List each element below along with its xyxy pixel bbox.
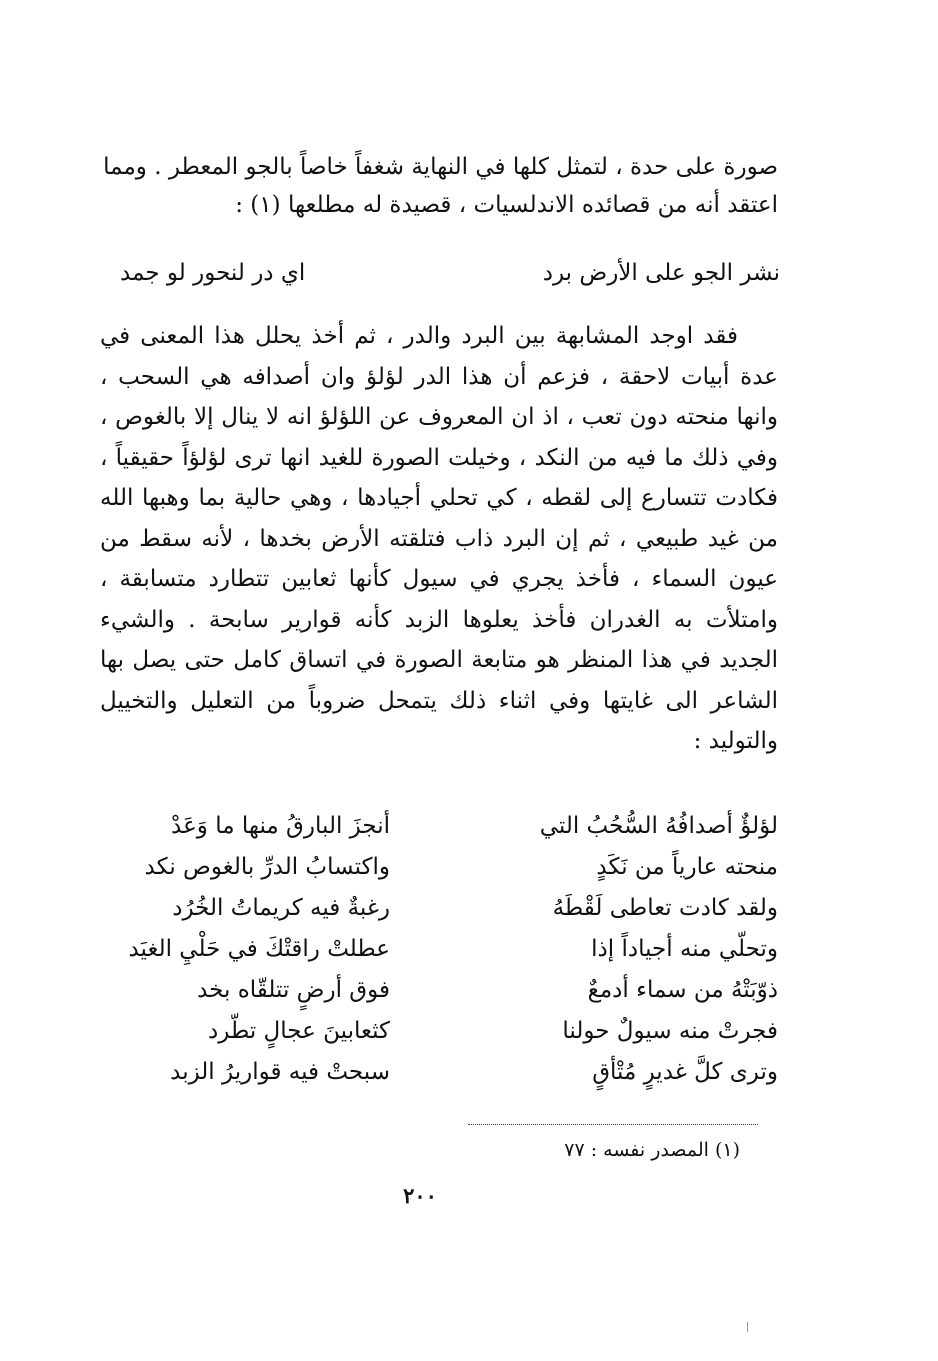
poem-first-hemistich: منحته عارياً من نَكَدٍ [596,854,778,880]
poem-first-hemistich: وتحلّي منه أجياداً إذا [591,936,778,962]
poem-second-hemistich: أنجزَ البارقُ منها ما وَعَدْ [171,813,390,839]
poem-first-hemistich: لؤلؤٌ أصدافُهُ السُّحُبُ التي [539,813,778,839]
poem-verse [100,847,778,888]
poem-block [100,806,778,1093]
poem-second-hemistich: فوق أرضٍ تتلقّاه بخد [197,977,390,1003]
poem-second-hemistich: كثعابينَ عجالٍ تطّرد [208,1018,390,1044]
analysis-text: فقد اوجد المشابهة بين البرد والدر ، ثم أخذ يحلل هذا المعنى في عدة أبيات لاحقة ، فزعم أن هذا الدر لؤلؤ وان أصدافه هي السحب ، وانها منحته دون تعب ، اذ ان المعروف عن اللؤلؤ انه لا ينال إلا بالغوص ، وفي ذلك ما فيه من النكد ، وخيلت الصورة للغيد انها ترى لؤلؤاً حقيقياً ، فكادت تتسارع إلى لقطه ، كي تحلي أجيادها ، وهي حالية بما وهبها الله من غيد طبيعي ، ثم إن البرد ذاب فتلقته الأرض بخدها ، لأنه سقط من عيون السماء ، فأخذ يجري في سيول كأنها ثعابين تتطارد متسابقة ، وامتلأت به الغدران فأخذ يعلوها الزبد كأنه قوارير سابحة . والشيء الجديد في هذا المنظر هو متابعة الصورة في اتساق كامل حتى يصل بها الشاعر الى غايتها وفي اثناء ذلك يتمحل ضروباً من التعليل والتخييل والتوليد : [100,323,778,754]
scan-mark [747,1322,754,1332]
poem-verse [100,1011,778,1052]
footnote: (١) المصدر نفسه : ٧٧ [564,1139,740,1161]
opening-verse-second-hemistich: اي در لنحور لو جمد [120,260,306,286]
poem-first-hemistich: فجرتْ منه سيولٌ حولنا [562,1018,778,1044]
poem-first-hemistich: وترى كلَّ غديرٍ مُتْأقٍ [592,1059,778,1085]
intro-paragraph [100,148,778,236]
poem-verse [100,970,778,1011]
poem-second-hemistich: سبحتْ فيه قواريرُ الزبد [170,1059,390,1085]
footnote-divider [468,1124,758,1125]
intro-line-2: اعتقد أنه من قصائده الاندلسيات ، قصيدة له مطلعها (١) : [235,192,778,218]
analysis-paragraph [100,316,778,762]
poem-first-hemistich: ولقد كادت تعاطى لَقْطَهُ [552,895,778,921]
page-number: ٢٠٠ [403,1183,437,1208]
intro-line-1: صورة على حدة ، لتمثل كلها في النهاية شغفاً خاصاً بالجو المعطر . ومما [103,154,778,180]
poem-first-hemistich: ذوّبَتْهُ من سماء أدمعٌ [587,977,778,1003]
poem-second-hemistich: عطلتْ راقتْكَ في حَلْيِ الغيَد [128,936,390,962]
poem-second-hemistich: رغبةٌ فيه كريماتُ الخُرُد [172,895,390,921]
opening-verse-first-hemistich: نشر الجو على الأرض برد [542,260,780,286]
poem-verse [100,929,778,970]
poem-second-hemistich: واكتسابُ الدرِّ بالغوص نكد [144,854,390,880]
poem-verse [100,888,778,929]
poem-verse [100,1052,778,1093]
poem-verse [100,806,778,847]
opening-verse [120,254,780,292]
